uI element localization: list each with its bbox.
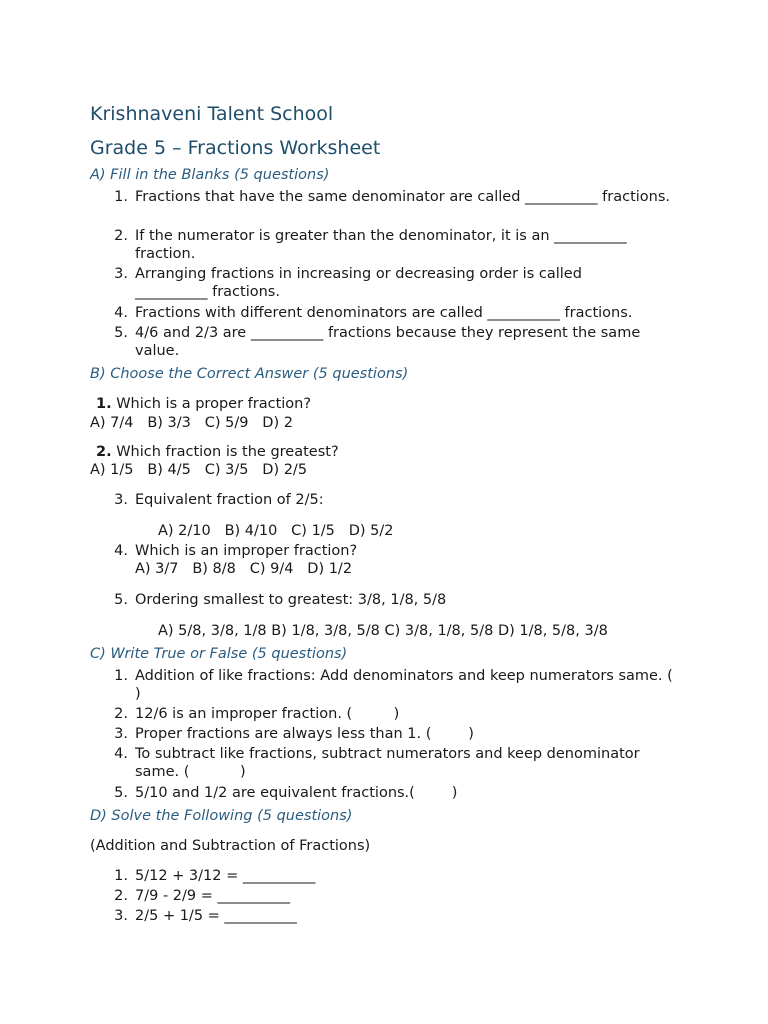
section-d-item: 7/9 - 2/9 = __________ [135, 888, 290, 904]
question-number: 4. [114, 543, 128, 559]
section-d-item: 5/12 + 3/12 = __________ [135, 868, 316, 884]
section-c-item-number: 1. [114, 668, 128, 684]
question-b3: Equivalent fraction of 2/5: [135, 492, 324, 508]
question-b4-options: A) 3/7 B) 8/8 C) 9/4 D) 1/2 [135, 561, 353, 577]
section-c-item-number: 2. [114, 706, 128, 722]
section-a-item-number: 4. [114, 305, 128, 321]
section-a-heading: A) Fill in the Blanks (5 questions) [90, 167, 330, 183]
school-name: Krishnaveni Talent School [90, 103, 334, 125]
question-number: 3. [114, 492, 128, 508]
question-b5: Ordering smallest to greatest: 3/8, 1/8, 5/8 [135, 592, 447, 608]
section-a-item: Fractions that have the same denominator are called __________ fractions. [135, 189, 671, 205]
question-b1-options: A) 7/4 B) 3/3 C) 5/9 D) 2 [90, 415, 293, 431]
question-text: Which fraction is the greatest? [116, 444, 339, 460]
section-c-item: 5/10 and 1/2 are equivalent fractions.( ) [135, 785, 458, 801]
section-c-heading: C) Write True or False (5 questions) [90, 646, 348, 662]
section-a-item-number: 3. [114, 266, 128, 282]
section-d-subheading: (Addition and Subtraction of Fractions) [90, 838, 371, 854]
section-a-item: If the numerator is greater than the denominator, it is an __________ fraction. [135, 228, 627, 262]
section-d-item-number: 2. [114, 888, 128, 904]
section-b-heading: B) Choose the Correct Answer (5 questions) [90, 366, 409, 382]
question-text: Which is a proper fraction? [116, 396, 312, 412]
question-b1 [96, 395, 311, 413]
section-a-item: Fractions with different denominators are called __________ fractions. [135, 305, 633, 321]
section-c-item: To subtract like fractions, subtract numerators and keep denominator same. ( ) [135, 746, 645, 780]
section-a-item-number: 5. [114, 325, 128, 341]
section-a-item-number: 1. [114, 189, 128, 205]
section-a-item-number: 2. [114, 228, 128, 244]
question-b2 [96, 443, 339, 461]
question-number: 5. [114, 592, 128, 608]
section-c-item-number: 3. [114, 726, 128, 742]
question-b4: Which is an improper fraction? [135, 543, 358, 559]
question-b3-options: A) 2/10 B) 4/10 C) 1/5 D) 5/2 [158, 523, 394, 539]
section-d-item: 2/5 + 1/5 = __________ [135, 908, 297, 924]
section-d-item-number: 1. [114, 868, 128, 884]
question-number: 1. [96, 396, 112, 412]
section-c-item-number: 5. [114, 785, 128, 801]
section-c-item-number: 4. [114, 746, 128, 762]
question-number: 2. [96, 444, 112, 460]
section-d-item-number: 3. [114, 908, 128, 924]
section-a-item: 4/6 and 2/3 are __________ fractions because they represent the same value. [135, 325, 641, 359]
section-a-item: Arranging fractions in increasing or decreasing order is called __________ fractions. [135, 266, 582, 300]
question-b2-options: A) 1/5 B) 4/5 C) 3/5 D) 2/5 [90, 462, 308, 478]
worksheet-title: Grade 5 – Fractions Worksheet [90, 137, 381, 159]
section-c-item: Proper fractions are always less than 1. ( ) [135, 726, 474, 742]
section-c-item: 12/6 is an improper fraction. ( ) [135, 706, 400, 722]
question-b5-options: A) 5/8, 3/8, 1/8 B) 1/8, 3/8, 5/8 C) 3/8, 1/8, 5/8 D) 1/8, 5/8, 3/8 [158, 623, 608, 639]
section-c-item: Addition of like fractions: Add denominators and keep numerators same. ( ) [135, 668, 710, 702]
section-d-heading: D) Solve the Following (5 questions) [90, 808, 353, 824]
